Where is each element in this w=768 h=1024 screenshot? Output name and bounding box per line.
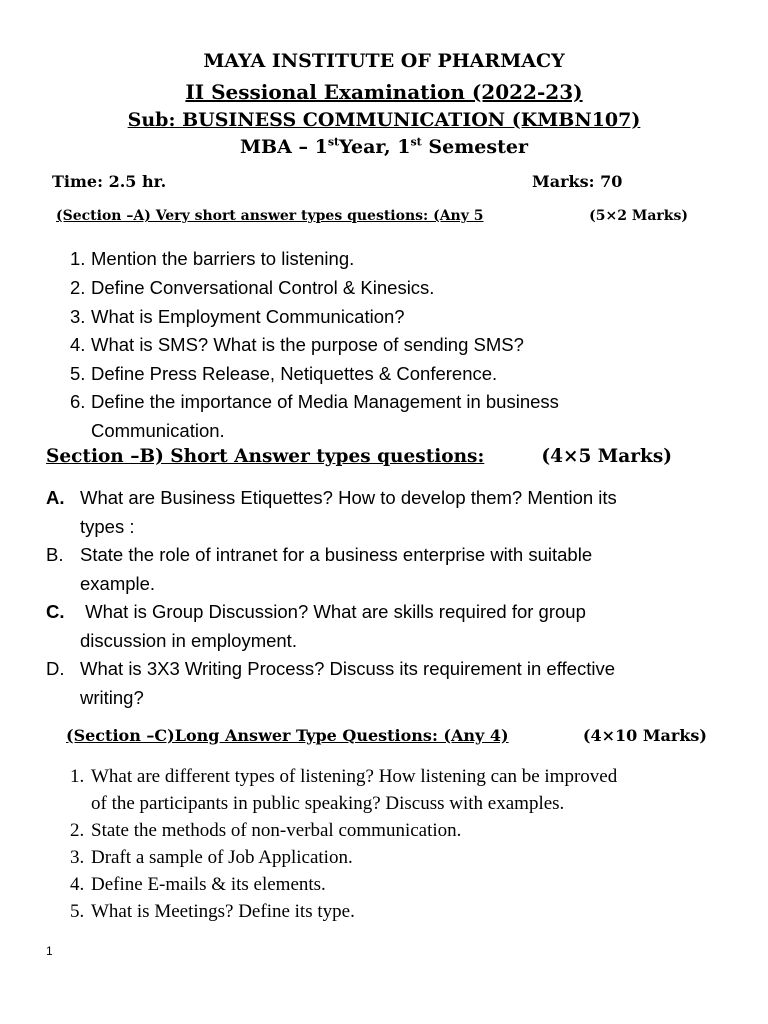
question-number: 4. (70, 874, 85, 895)
question-text: What is Group Discussion? What are skills required for group (80, 601, 586, 622)
question-number: 1. (70, 766, 85, 787)
question-b-a-continuation: types : (80, 516, 135, 537)
question-b-b-continuation: example. (80, 573, 156, 594)
question-a2 (70, 277, 434, 299)
time-label: Time: 2.5 hr. (52, 172, 167, 191)
section-b-marks: (4×5 Marks) (541, 446, 672, 467)
question-b-a (46, 487, 617, 509)
subject-title (0, 109, 768, 131)
question-c1 (70, 766, 617, 788)
question-number: 3. (70, 847, 85, 868)
section-b-title: Section –B) Short Answer types questions: (46, 446, 485, 467)
question-number: 4. (70, 334, 86, 355)
question-a4 (70, 334, 524, 356)
institute-title: MAYA INSTITUTE OF PHARMACY (203, 50, 565, 72)
question-a1 (70, 248, 354, 270)
question-c2 (70, 820, 461, 842)
course-sup-2: st (410, 135, 422, 149)
question-number: 3. (70, 306, 86, 327)
question-text: Define Conversational Control & Kinesics. (91, 277, 435, 298)
course-mid: Year, 1 (339, 136, 411, 158)
question-a3 (70, 306, 405, 328)
section-a-title: (Section –A) Very short answer types questions: (Any 5 (56, 208, 484, 224)
question-a6 (70, 391, 559, 413)
question-b-c (46, 601, 586, 623)
question-number: 1. (70, 248, 86, 269)
question-number: 6. (70, 391, 86, 412)
question-text: State the methods of non-verbal communication. (91, 820, 462, 841)
question-text: State the role of intranet for a business enterprise with suitable (80, 544, 593, 565)
section-c-marks: (4×10 Marks) (582, 726, 707, 745)
question-b-b (46, 544, 592, 566)
course-prefix: MBA – 1 (240, 136, 328, 158)
question-a6-continuation: Communication. (91, 420, 225, 441)
question-number: 2. (70, 277, 86, 298)
question-b-d (46, 658, 615, 680)
question-c4 (70, 874, 326, 896)
question-b-d-continuation: writing? (80, 687, 144, 708)
question-text: What is Employment Communication? (91, 306, 405, 327)
section-a-heading (56, 208, 688, 224)
question-a5 (70, 363, 497, 385)
question-number: 5. (70, 901, 85, 922)
question-number: 5. (70, 363, 86, 384)
question-b-c-continuation: discussion in employment. (80, 630, 297, 651)
question-text: Define Press Release, Netiquettes & Conference. (91, 363, 498, 384)
question-letter: D. (46, 658, 65, 679)
question-letter: B. (46, 544, 64, 565)
course-sup-1: st (327, 135, 340, 149)
question-text: What is Meetings? Define its type. (91, 901, 355, 922)
question-text: Define the importance of Media Management in business (91, 391, 559, 412)
marks-label: Marks: 70 (532, 172, 623, 191)
question-c1-continuation: of the participants in public speaking? Discuss with examples. (91, 793, 565, 814)
question-letter: C. (46, 601, 65, 622)
exam-title: II Sessional Examination (2022-23) (185, 80, 583, 104)
question-text: Mention the barriers to listening. (91, 248, 355, 269)
page-number: 1 (46, 944, 53, 958)
question-text: What is SMS? What is the purpose of sending SMS? (91, 334, 524, 355)
section-b-heading (46, 446, 672, 467)
course-suffix: Semester (421, 136, 528, 158)
question-number: 2. (70, 820, 85, 841)
question-c5 (70, 901, 355, 923)
section-a-marks: (5×2 Marks) (589, 208, 688, 224)
section-c-title: (Section –C)Long Answer Type Questions: (Any 4) (66, 726, 509, 745)
question-text: What are different types of listening? How listening can be improved (91, 766, 618, 787)
question-c3 (70, 847, 353, 869)
question-text: What are Business Etiquettes? How to develop them? Mention its (80, 487, 617, 508)
question-text: Draft a sample of Job Application. (91, 847, 353, 868)
question-text: What is 3X3 Writing Process? Discuss its requirement in effective (80, 658, 615, 679)
subject-text: Sub: BUSINESS COMMUNICATION (KMBN107) (127, 109, 641, 131)
question-letter: A. (46, 487, 65, 508)
section-c-heading (66, 726, 707, 745)
course-title (0, 136, 768, 158)
question-text: Define E-mails & its elements. (91, 874, 326, 895)
